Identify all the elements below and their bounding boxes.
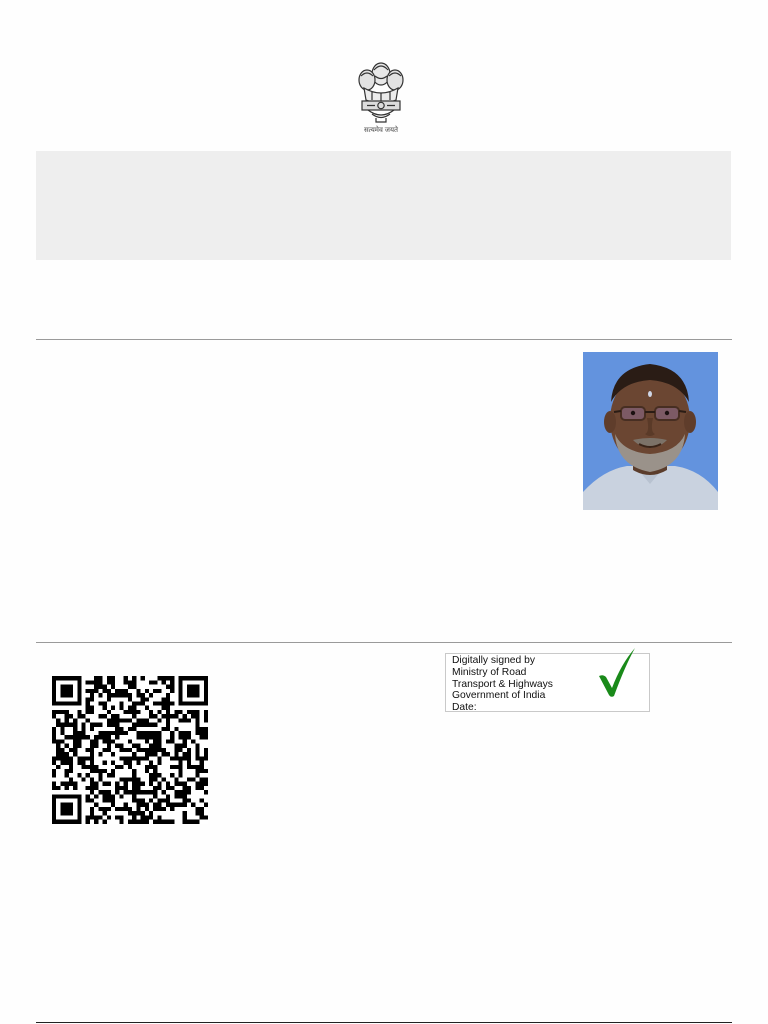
signature-text bbox=[452, 655, 553, 714]
holder-photo bbox=[583, 352, 718, 510]
digital-signature-box bbox=[445, 653, 650, 712]
emblem-motto: सत्यमेव जयते bbox=[363, 127, 399, 134]
signature-date-label: Date: bbox=[452, 702, 477, 714]
signature-line: Ministry of Road bbox=[452, 666, 527, 678]
green-check-icon bbox=[597, 646, 637, 698]
section-divider-top bbox=[36, 339, 732, 340]
qr-finder-pattern bbox=[178, 676, 208, 706]
section-divider-bottom bbox=[36, 642, 732, 643]
header-band bbox=[36, 151, 731, 260]
qr-code-icon bbox=[52, 676, 208, 824]
page-bottom-rule bbox=[36, 1022, 732, 1023]
qr-finder-pattern bbox=[52, 676, 82, 706]
signature-line: Government of India bbox=[452, 690, 546, 702]
signature-line: Digitally signed by bbox=[452, 655, 535, 666]
qr-finder-pattern bbox=[52, 794, 82, 824]
signature-line: Transport & Highways bbox=[452, 678, 553, 690]
